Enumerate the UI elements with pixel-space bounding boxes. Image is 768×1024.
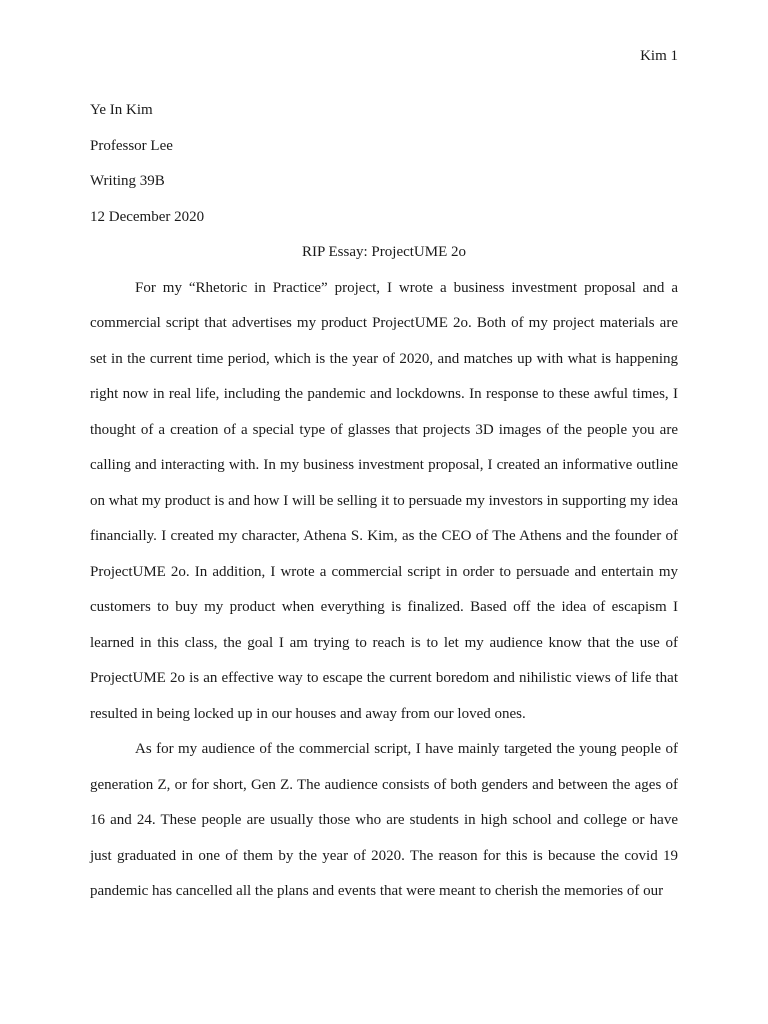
running-head: Kim 1 [640,48,678,64]
essay-date: 12 December 2020 [90,208,205,225]
paragraph-1: For my “Rhetoric in Practice” project, I wrote a business investment proposal and a commercial script that advertises my product ProjectUME 2o. Both of my project materials are set in the current time period, which is the year of 2020, and matches up with what is happening right now in real life, including the pandemic and lockdowns. In response to these awful times, I thought of a creation of a special type of glasses that projects 3D images of the people you are calling and interacting with. In my business investment proposal, I created an informative outline on what my product is and how I will be selling it to persuade my investors in supporting my idea financially. I created my character, Athena S. Kim, as the CEO of The Athens and the founder of ProjectUME 2o. In addition, I wrote a commercial script in order to persuade and entertain my customers to buy my product when everything is finalized. Based off the idea of escapism I learned in this class, the goal I am trying to reach is to let my audience know that the use of ProjectUME 2o is an effective way to escape the current boredom and nihilistic views of life that resulted in being locked up in our houses and away from our loved ones. [90,279,678,722]
essay-body [90,93,678,910]
author-name: Ye In Kim [90,102,153,118]
paragraph-2: As for my audience of the commercial script, I have mainly targeted the young people of generation Z, or for short, Gen Z. The audience consists of both genders and between the ages of 16 and 24. These people are usually those who are students in high school and college or have just graduated in one of them by the year of 2020. The reason for this is because the covid 19 pandemic has cancelled all the plans and events that were meant to cherish the memories of our [90,741,678,899]
essay-title: RIP Essay: ProjectUME 2o [301,244,467,260]
instructor-name: Professor Lee [90,137,173,154]
course-name: Writing 39B [90,173,165,189]
